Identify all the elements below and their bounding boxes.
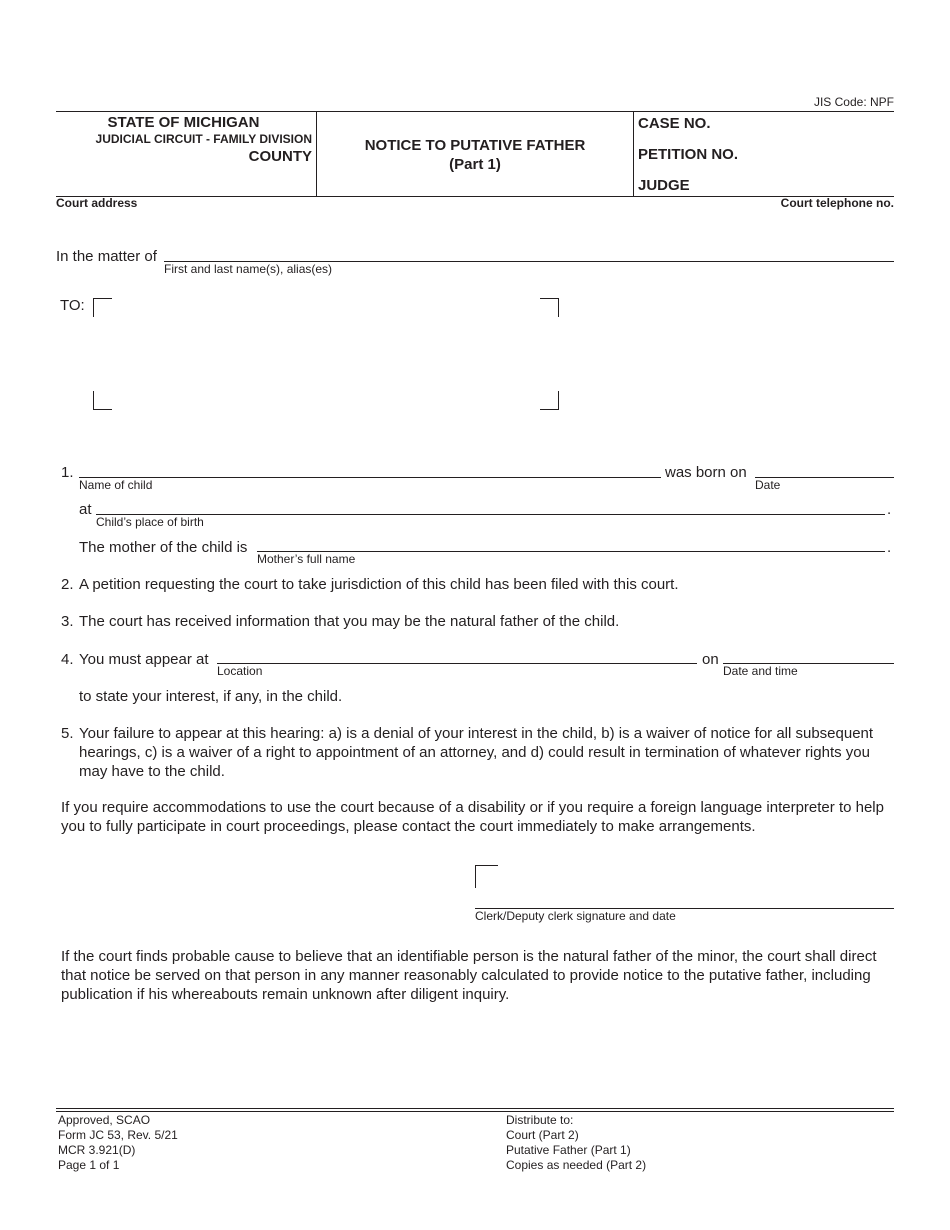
footer-form-number: Form JC 53, Rev. 5/21 (58, 1128, 178, 1142)
birth-place-field[interactable] (96, 514, 885, 515)
item1-number: 1. (61, 464, 74, 481)
footer-distribute-to: Distribute to: (506, 1113, 574, 1127)
form-title: NOTICE TO PUTATIVE FATHER (364, 137, 586, 154)
address-corner-tr (540, 298, 559, 317)
state-label: STATE OF MICHIGAN (107, 114, 260, 131)
footer-right (506, 1113, 646, 1173)
signature-corner (475, 865, 498, 888)
child-name-caption: Name of child (79, 478, 153, 492)
birth-date-caption: Date (755, 478, 781, 492)
probable-cause-notice: If the court finds probable cause to believe that an identifiable person is the natural father of the minor, the court shall direct that notice be served on that person in any manner reasonably calculated to provide notice to the putative father, including publication if his whereabouts remain unknown after diligent inquiry. (61, 948, 877, 1003)
matter-caption: First and last name(s), alias(es) (164, 262, 333, 276)
item3-text: The court has received information that you may be the natural father of the child. (79, 613, 620, 630)
form-subtitle: (Part 1) (449, 156, 501, 173)
footer-dist-father: Putative Father (Part 1) (506, 1143, 631, 1157)
footer-dist-court: Court (Part 2) (506, 1128, 579, 1142)
petition-no-label: PETITION NO. (638, 146, 739, 163)
address-corner-bl (93, 391, 112, 410)
period-2: . (887, 539, 892, 556)
jis-code: JIS Code: NPF (813, 95, 894, 109)
footer-rule-2 (56, 1111, 894, 1112)
mother-label: The mother of the child is (79, 539, 248, 556)
datetime-caption: Date and time (723, 664, 798, 678)
at-label: at (79, 501, 92, 518)
address-corner-br (540, 391, 559, 410)
court-address-label: Court address (56, 196, 138, 210)
matter-label: In the matter of (56, 248, 157, 265)
item5-number: 5. (61, 725, 74, 742)
hearing-location-field[interactable] (217, 663, 697, 664)
address-corner-tl (93, 298, 112, 317)
item5-text: Your failure to appear at this hearing: a) is a denial of your interest in the child, b) is a waiver of notice for all subsequent hearings, c) is a waiver of a right to appointment of an attorney, and d) could result in termination of whatever rights you may have to the child. (79, 725, 874, 780)
to-label: TO: (60, 297, 85, 314)
location-caption: Location (217, 664, 263, 678)
on-label: on (702, 651, 719, 668)
judge-label: JUDGE (638, 177, 690, 194)
footer-left (58, 1113, 178, 1173)
item2-text: A petition requesting the court to take jurisdiction of this child has been filed with this court. (79, 576, 679, 593)
child-name-field[interactable] (79, 477, 661, 478)
header-top-rule (56, 111, 894, 112)
period-1: . (887, 501, 892, 518)
item4-label: You must appear at (79, 651, 209, 668)
item3-number: 3. (61, 613, 74, 630)
footer-rule-1 (56, 1108, 894, 1109)
address-box[interactable] (93, 298, 559, 410)
footer-mcr: MCR 3.921(D) (58, 1143, 136, 1157)
accommodations-notice: If you require accommodations to use the court because of a disability or if you require a foreign language interpreter to help you to fully participate in court proceedings, please contact the court immediately to make arrangements. (61, 799, 884, 835)
mother-name-caption: Mother’s full name (257, 552, 356, 566)
county-label: COUNTY (248, 148, 312, 165)
born-on-label: was born on (665, 464, 747, 481)
header-divider-right (633, 111, 634, 196)
footer-dist-copies: Copies as needed (Part 2) (506, 1158, 647, 1172)
signature-caption: Clerk/Deputy clerk signature and date (475, 909, 676, 923)
case-no-label: CASE NO. (638, 115, 711, 132)
header-bottom-rule (56, 196, 894, 197)
item4-number: 4. (61, 651, 74, 668)
circuit-label: JUDICIAL CIRCUIT - FAMILY DIVISION (95, 132, 312, 146)
footer-page: Page 1 of 1 (58, 1158, 120, 1172)
birth-place-caption: Child’s place of birth (96, 515, 204, 529)
item2-number: 2. (61, 576, 74, 593)
footer-approved: Approved, SCAO (58, 1113, 151, 1127)
item4-continuation: to state your interest, if any, in the child. (79, 688, 343, 705)
court-telephone-label: Court telephone no. (780, 196, 894, 210)
